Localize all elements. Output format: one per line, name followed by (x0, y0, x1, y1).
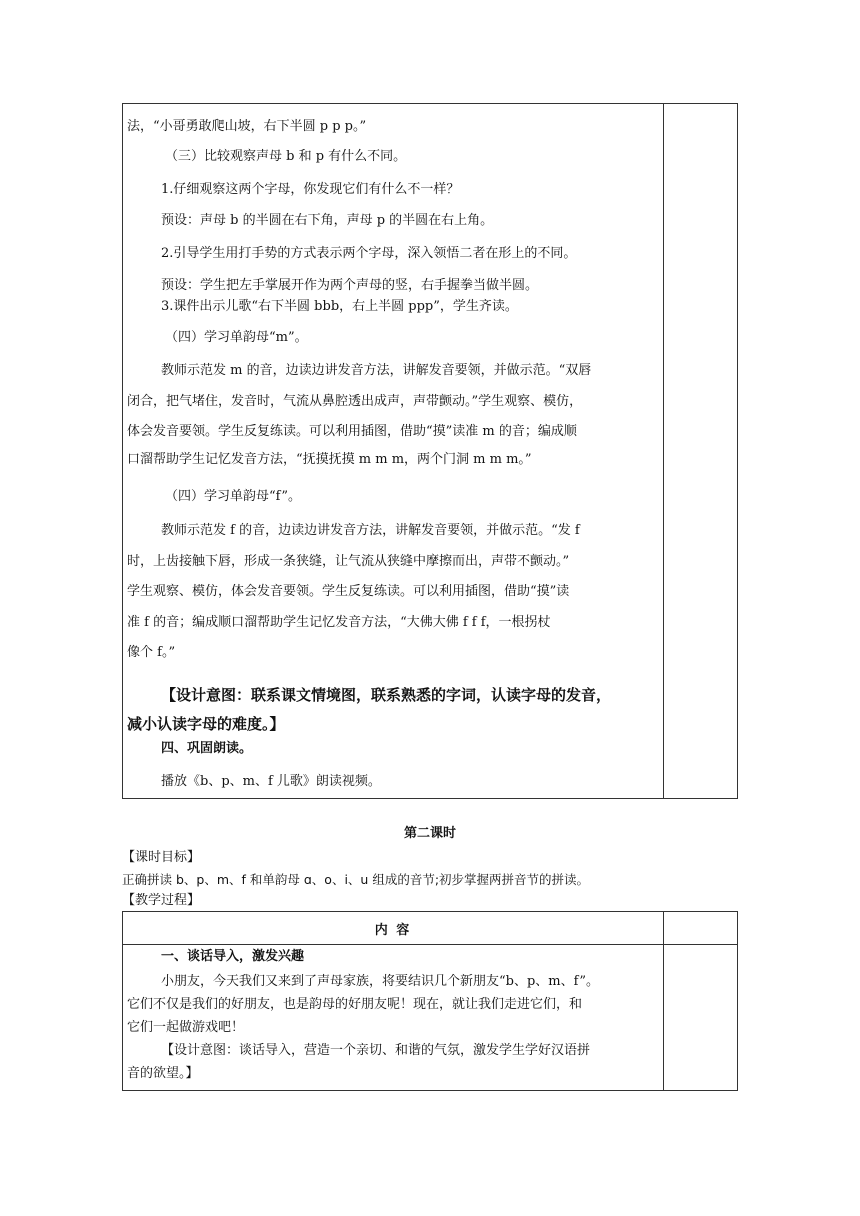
section-heading: 四、巩固朗读。 (161, 741, 253, 756)
design-intent: 减小认读字母的难度。】 (127, 715, 285, 733)
lesson-title: 第二课时 (403, 826, 456, 841)
text-line: 它们一起做游戏吧！ (127, 1020, 245, 1035)
design-intent: 【设计意图：谈话导入，营造一个亲切、和谐的气氛，激发学生学好汉语拼 (161, 1043, 591, 1058)
design-intent: 【设计意图：联系课文情境图，联系熟悉的字词，认读字母的发音， (161, 686, 612, 704)
section-heading: 一、谈话导入，激发兴趣 (161, 949, 305, 964)
text-line: 1.仔细观察这两个字母，你发现它们有什么不一样？ (161, 182, 460, 197)
text-line: 播放《b、p、m、f 儿歌》朗读视频。 (161, 774, 381, 789)
lesson-table-1 (122, 103, 738, 799)
text-line: 法，“小哥勇敢爬山坡，右下半圆 p p p。” (127, 119, 367, 134)
section-heading: （四）学习单韵母“f”。 (165, 489, 302, 504)
text-line: 它们不仅是我们的好朋友，也是韵母的好朋友呢！现在，就让我们走进它们，和 (127, 997, 583, 1012)
lesson-table-2 (122, 911, 738, 1091)
section-heading: （四）学习单韵母“m”。 (165, 330, 308, 345)
text-line: 准 f 的音；编成顺口溜帮助学生记忆发音方法，“大佛大佛 f f f，一根拐杖 (127, 615, 551, 630)
text-line: 时，上齿接触下唇，形成一条狭缝，让气流从狭缝中摩擦而出，声带不颤动。” (127, 554, 570, 569)
section-heading: （三）比较观察声母 b 和 p 有什么不同。 (165, 149, 407, 164)
table-header (123, 912, 663, 945)
text-line: 体会发音要领。学生反复练读。可以利用插图，借助“摸”读准 m 的音；编成顺 (127, 424, 577, 439)
text-line: 3.课件出示儿歌“右下半圆 bbb，右上半圆 ppp”，学生齐读。 (161, 299, 518, 314)
text-line: 教师示范发 m 的音，边读边讲发音方法，讲解发音要领，并做示范。“双唇 (161, 363, 592, 378)
text-line: 学生观察、模仿，体会发音要领。学生反复练读。可以利用插图，借助“摸”读 (127, 584, 570, 599)
goal-heading: 【课时目标】 (122, 850, 201, 865)
text-line: 口溜帮助学生记忆发音方法，“抚摸抚摸 m m m，两个门洞 m m m。” (127, 452, 532, 467)
table-header-side (664, 912, 737, 945)
text-line: 小朋友，今天我们又来到了声母家族，将要结识几个新朋友“b、p、m、f”。 (161, 974, 600, 989)
goal-text: 正确拼读 b、p、m、f 和单韵母 ɑ、o、i、u 组成的音节;初步掌握两拼音节的拼读。 (122, 872, 590, 887)
text-line: 像个 f。” (127, 645, 176, 660)
text-line: 预设：声母 b 的半圆在右下角，声母 p 的半圆在右上角。 (161, 213, 494, 228)
header-label: 内 容 (374, 923, 412, 938)
text-line: 2.引导学生用打手势的方式表示两个字母，深入领悟二者在形上的不同。 (161, 246, 577, 261)
text-line: 预设：学生把左手掌展开作为两个声母的竖，右手握拳当做半圆。 (161, 278, 539, 293)
notes-column-divider (663, 912, 664, 1090)
text-line: 教师示范发 f 的音，边读边讲发音方法，讲解发音要领，并做示范。“发 f (161, 523, 580, 538)
text-line: 闭合，把气堵住，发音时，气流从鼻腔透出成声，声带颤动。”学生观察、模仿， (127, 394, 583, 409)
process-heading: 【教学过程】 (122, 893, 201, 908)
notes-column-divider (663, 104, 664, 798)
design-intent: 音的欲望。】 (127, 1066, 199, 1081)
